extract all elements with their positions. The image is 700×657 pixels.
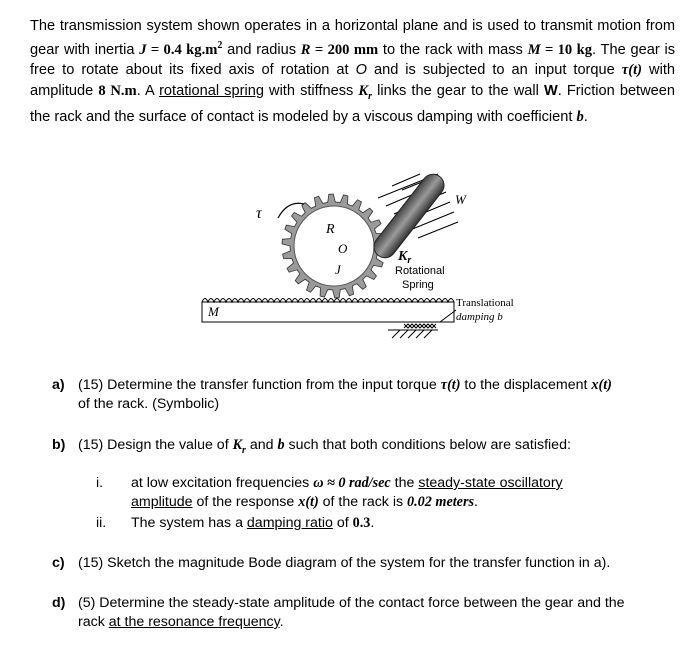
damping-ratio-value: 0.3 (352, 515, 371, 531)
question-c (52, 554, 672, 574)
condition-text: . (370, 515, 375, 531)
torque-amplitude: 8 N.m (98, 82, 137, 99)
stiffness-label (397, 249, 411, 266)
condition-i (96, 474, 668, 514)
question-b-text: (15) Design the value of (78, 437, 233, 453)
question-d-text: (5) Determine the steady-state amplitude of the contact force between the gear and the (78, 595, 625, 611)
question-label: b) (52, 437, 66, 453)
rack-mass-label: M (208, 304, 219, 319)
gear-inertia-label: J (335, 262, 341, 277)
ground-damping (388, 310, 456, 338)
inertia-symbol: J (139, 42, 147, 59)
gear-radius-label: R (326, 222, 335, 237)
rotational-spring (370, 170, 449, 262)
torque-symbol: τ(t) (621, 62, 643, 79)
rotational-spring-link[interactable]: rotational spring (159, 82, 264, 99)
question-a (52, 376, 672, 416)
stiffness-subscript: r (242, 444, 246, 456)
question-a-text: of the rack. (Symbolic) (78, 396, 220, 412)
condition-text: . (474, 494, 478, 510)
condition-text: of the response (192, 494, 299, 510)
intro-text: and radius (222, 42, 301, 59)
rack (202, 299, 454, 323)
radius-symbol: R (300, 42, 311, 59)
damping-symbol: b (576, 108, 584, 125)
question-label: c) (52, 555, 65, 571)
question-label: d) (52, 595, 66, 611)
resonance-frequency-link[interactable]: at the resonance frequency (108, 614, 280, 630)
damping-label-1: Translational (456, 297, 514, 309)
intro-text: with stiffness (263, 82, 359, 99)
question-a-text: to the displacement (460, 377, 592, 393)
steady-state-link[interactable]: steady-state oscillatory (418, 475, 563, 491)
question-c-text: (15) Sketch the magnitude Bode diagram of the system for the transfer function in a). (78, 555, 611, 571)
condition-text: at low excitation frequencies (131, 475, 314, 491)
stiffness-symbol: K (232, 437, 243, 453)
spring-label: Spring (402, 279, 434, 291)
intro-text: to the rack with mass (378, 42, 528, 59)
mechanism-figure (180, 160, 540, 350)
damping-symbol: b (277, 437, 285, 453)
intro-text: . A (136, 82, 160, 99)
wall-symbol: W (543, 82, 558, 99)
intro-text: . Friction between the rack and the surface of contact is modeled by a viscous damping with coefficient (30, 82, 675, 125)
gear-center-label: O (338, 241, 348, 256)
question-d (52, 594, 672, 634)
gear-face (294, 206, 374, 286)
condition-text: of (332, 515, 353, 531)
radius-value: = 200 mm (310, 42, 379, 59)
amplitude-link[interactable]: amplitude (131, 494, 193, 510)
stiffness-label-sub: r (407, 255, 412, 266)
damping-label-2: damping b (456, 311, 503, 323)
question-b-text: such that both conditions below are satisfied: (284, 437, 571, 453)
condition-label: ii. (96, 515, 107, 531)
condition-text: the (390, 475, 419, 491)
intro-text: and is subjected to an input torque (366, 62, 622, 79)
question-d-text: . (279, 614, 284, 630)
inertia-value: = 0.4 kg.m (146, 42, 218, 59)
condition-label: i. (96, 475, 104, 491)
stiffness-symbol: K (358, 82, 369, 99)
displacement-symbol: x(t) (298, 494, 319, 510)
condition-ii (96, 514, 668, 534)
rack-teeth (202, 299, 454, 303)
condition-text: The system has a (131, 515, 247, 531)
problem-statement (30, 16, 675, 127)
pivot-symbol: O (355, 62, 367, 79)
question-d-text: rack (78, 614, 109, 630)
stiffness-label-k: K (398, 249, 408, 264)
wall-label: W (455, 192, 466, 207)
inertia-exponent: 2 (217, 40, 223, 52)
intro-text: . (583, 108, 588, 125)
condition-text: of the rack is (318, 494, 408, 510)
intro-text: The transmission system shown operates in a horizontal plane and is used to transmit motion from gear with inertia (30, 18, 675, 59)
question-b-text: and (245, 437, 278, 453)
displacement-symbol: x(t) (591, 377, 612, 393)
amplitude-value: 0.02 meters (407, 494, 475, 510)
mass-value: = 10 kg (540, 42, 592, 59)
omega-expression: ω ≈ 0 rad/sec (313, 475, 391, 491)
mass-symbol: M (527, 42, 541, 59)
damping-ratio-link[interactable]: damping ratio (246, 515, 333, 531)
torque-symbol: τ(t) (440, 377, 461, 393)
torque-label: τ (256, 205, 262, 222)
intro-text: with amplitude (30, 62, 676, 99)
question-label: a) (52, 377, 65, 393)
question-a-text: (15) Determine the transfer function from the input torque (78, 377, 441, 393)
intro-text: . The gear is free to rotate about its fixed axis of rotation at (30, 42, 675, 79)
stiffness-subscript: r (368, 90, 373, 102)
question-b (52, 436, 672, 456)
rotational-label: Rotational (395, 265, 445, 277)
gear (282, 194, 386, 298)
intro-text: links the gear to the wall (372, 82, 544, 99)
